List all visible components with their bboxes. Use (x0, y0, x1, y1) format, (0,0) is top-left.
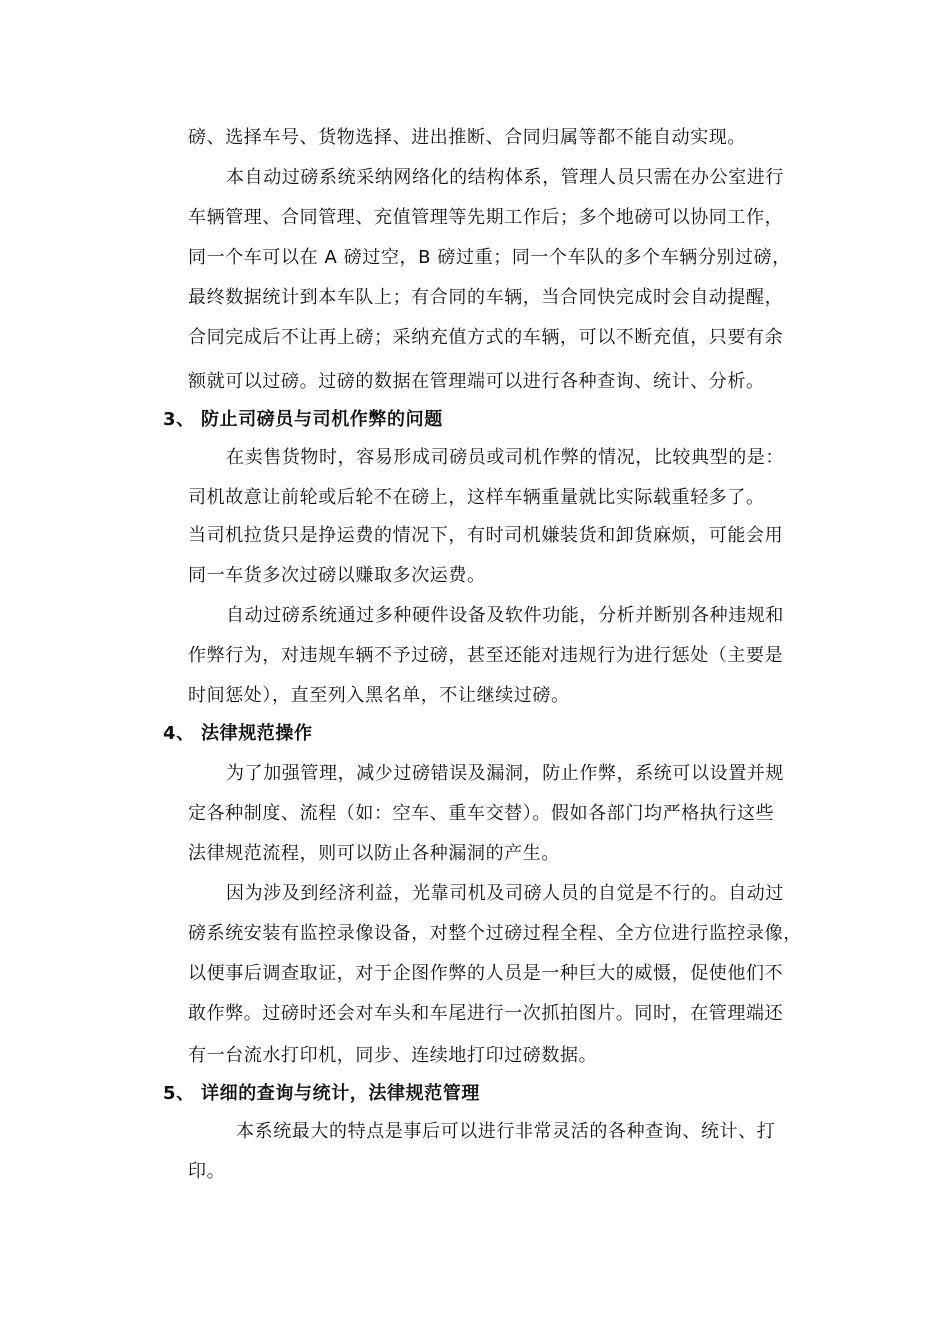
paragraph-line: 法律规范流程，则可以防止各种漏洞的产生。 (188, 843, 560, 864)
paragraph-line: 合同完成后不让再上磅；采纳充值方式的车辆，可以不断充值，只要有余 (188, 327, 784, 348)
paragraph-line: 司机故意让前轮或后轮不在磅上，这样车辆重量就比实际载重轻多了。 (188, 487, 765, 508)
paragraph-line: 作弊行为，对违规车辆不予过磅，甚至还能对违规行为进行惩处（主要是 (188, 645, 784, 666)
section-number: 3、 (163, 409, 195, 430)
paragraph-line: 同一个车可以在 A 磅过空，B 磅过重；同一个车队的多个车辆分别过磅， (188, 247, 791, 268)
paragraph-line: 在卖售货物时，容易形成司磅员或司机作弊的情况，比较典型的是： (226, 447, 784, 468)
section-title: 防止司磅员与司机作弊的问题 (201, 409, 443, 430)
section-number: 4、 (163, 723, 195, 744)
paragraph-line: 磅、选择车号、货物选择、进出推断、合同归属等都不能自动实现。 (188, 127, 746, 148)
section-heading (163, 1082, 480, 1106)
paragraph-line: 额就可以过磅。过磅的数据在管理端可以进行各种查询、统计、分析。 (188, 371, 765, 392)
paragraph-line: 敢作弊。过磅时还会对车头和车尾进行一次抓拍图片。同时，在管理端还 (188, 1003, 784, 1024)
section-heading (163, 408, 443, 432)
paragraph-line: 同一车货多次过磅以赚取多次运费。 (188, 565, 486, 586)
paragraph-line: 本自动过磅系统采纳网络化的结构体系，管理人员只需在办公室进行 (226, 167, 784, 188)
section-title: 详细的查询与统计，法律规范管理 (201, 1083, 480, 1104)
paragraph-line: 最终数据统计到本车队上；有合同的车辆，当合同快完成时会自动提醒， (188, 287, 784, 308)
paragraph-line: 磅系统安装有监控录像设备，对整个过磅过程全程、全方位进行监控录像， (188, 923, 802, 944)
paragraph-line: 因为涉及到经济利益，光靠司机及司磅人员的自觉是不行的。自动过 (226, 883, 784, 904)
paragraph-line: 车辆管理、合同管理、充值管理等先期工作后；多个地磅可以协同工作， (188, 207, 784, 228)
paragraph-line: 当司机拉货只是挣运费的情况下，有时司机嫌装货和卸货麻烦，可能会用 (188, 525, 784, 546)
paragraph-line: 印。 (188, 1161, 226, 1182)
paragraph-line: 以便事后调查取证，对于企图作弊的人员是一种巨大的威慑，促使他们不 (188, 963, 784, 984)
paragraph-line: 定各种制度、流程（如：空车、重车交替）。假如各部门均严格执行这些 (188, 803, 775, 824)
paragraph-line: 为了加强管理，减少过磅错误及漏洞，防止作弊，系统可以设置并规 (226, 763, 784, 784)
section-number: 5、 (163, 1083, 195, 1104)
paragraph-line: 有一台流水打印机，同步、连续地打印过磅数据。 (188, 1045, 598, 1066)
section-title: 法律规范操作 (201, 723, 313, 744)
section-heading (163, 722, 313, 746)
paragraph-line: 本系统最大的特点是事后可以进行非常灵活的各种查询、统计、打 (236, 1121, 776, 1142)
paragraph-line: 自动过磅系统通过多种硬件设备及软件功能，分析并断别各种违规和 (226, 605, 784, 626)
paragraph-line: 时间惩处），直至列入黑名单，不让继续过磅。 (188, 685, 570, 706)
